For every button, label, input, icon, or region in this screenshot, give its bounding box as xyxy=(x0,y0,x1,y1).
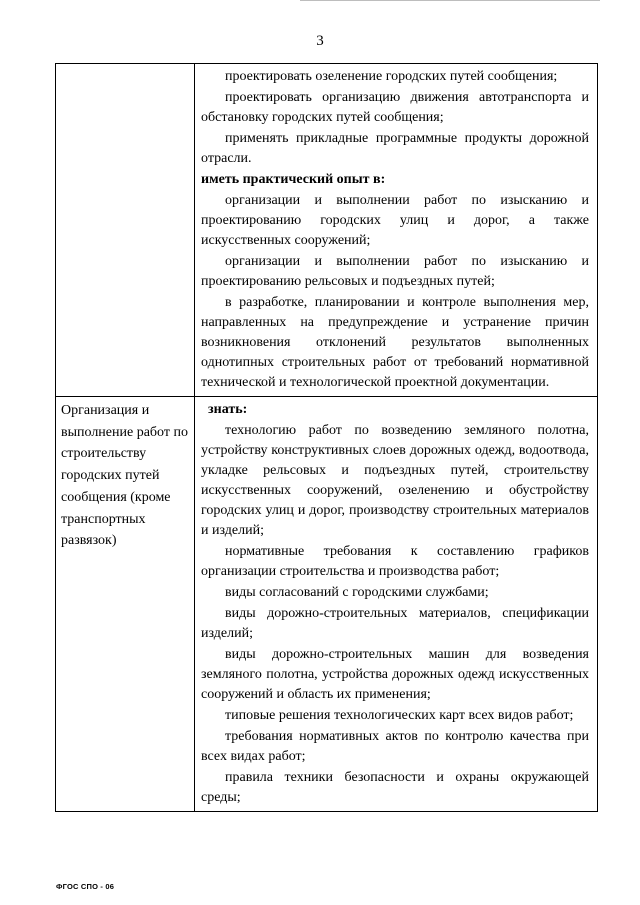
list-item: применять прикладные программные продукты дорожной отрасли. xyxy=(201,131,589,166)
list-item: типовые решения технологических карт всех видов работ; xyxy=(225,708,574,723)
list-item: проектировать организацию движения автотранспорта и обстановку городских путей сообщения; xyxy=(201,90,589,125)
list-item: виды дорожно-строительных машин для возведения земляного полотна, устройства дорожных одежд искусственных сооружений и область их применения; xyxy=(201,647,589,702)
list-item: проектировать озеленение городских путей сообщения; xyxy=(225,69,558,84)
footer-label: ФГОС СПО - 06 xyxy=(56,882,115,891)
list-item: в разработке, планировании и контроле выполнения мер, направленных на предупреждение и устранение причин возникновения отклонений результатов выполненных однотипных строительных работ от требований нормативной технической и технологической проектной документации. xyxy=(201,295,589,390)
table-cell-right xyxy=(195,64,598,397)
list-item: организации и выполнении работ по изысканию и проектированию городских улиц и дорог, а также искусственных сооружений; xyxy=(201,193,589,248)
list-item: виды дорожно-строительных материалов, спецификации изделий; xyxy=(201,606,589,641)
section-heading-experience: иметь практический опыт в: xyxy=(201,172,386,187)
list-item: правила техники безопасности и охраны окружающей среды; xyxy=(201,770,589,805)
table-row xyxy=(56,64,598,397)
table-cell-right xyxy=(195,397,598,812)
table-row xyxy=(56,397,598,812)
table-cell-left-empty xyxy=(56,64,195,397)
table-cell-left xyxy=(56,397,195,812)
list-item: нормативные требования к составлению графиков организации строительства и производства работ; xyxy=(201,544,589,579)
page-number: 3 xyxy=(316,33,324,49)
list-item: организации и выполнении работ по изысканию и проектированию рельсовых и подъездных путей; xyxy=(201,254,589,289)
row1-left-text xyxy=(56,64,194,67)
list-item: технологию работ по возведению земляного полотна, устройству конструктивных слоев дорожных одежд, водоотвода, укладке рельсовых и подъездных путей, строительству искусственных сооружений, озеленению и обустройству городских улиц и дорог, производству строительных материалов и изделий; xyxy=(201,423,589,538)
activity-name: Организация и выполнение работ по строительству городских путей сообщения (кроме транспортных развязок) xyxy=(61,403,188,549)
section-heading-know: знать: xyxy=(208,402,248,417)
competency-table xyxy=(55,63,598,812)
scan-edge-line xyxy=(300,0,600,1)
list-item: требования нормативных актов по контролю качества при всех видах работ; xyxy=(201,729,589,764)
list-item: виды согласований с городскими службами; xyxy=(225,585,489,600)
